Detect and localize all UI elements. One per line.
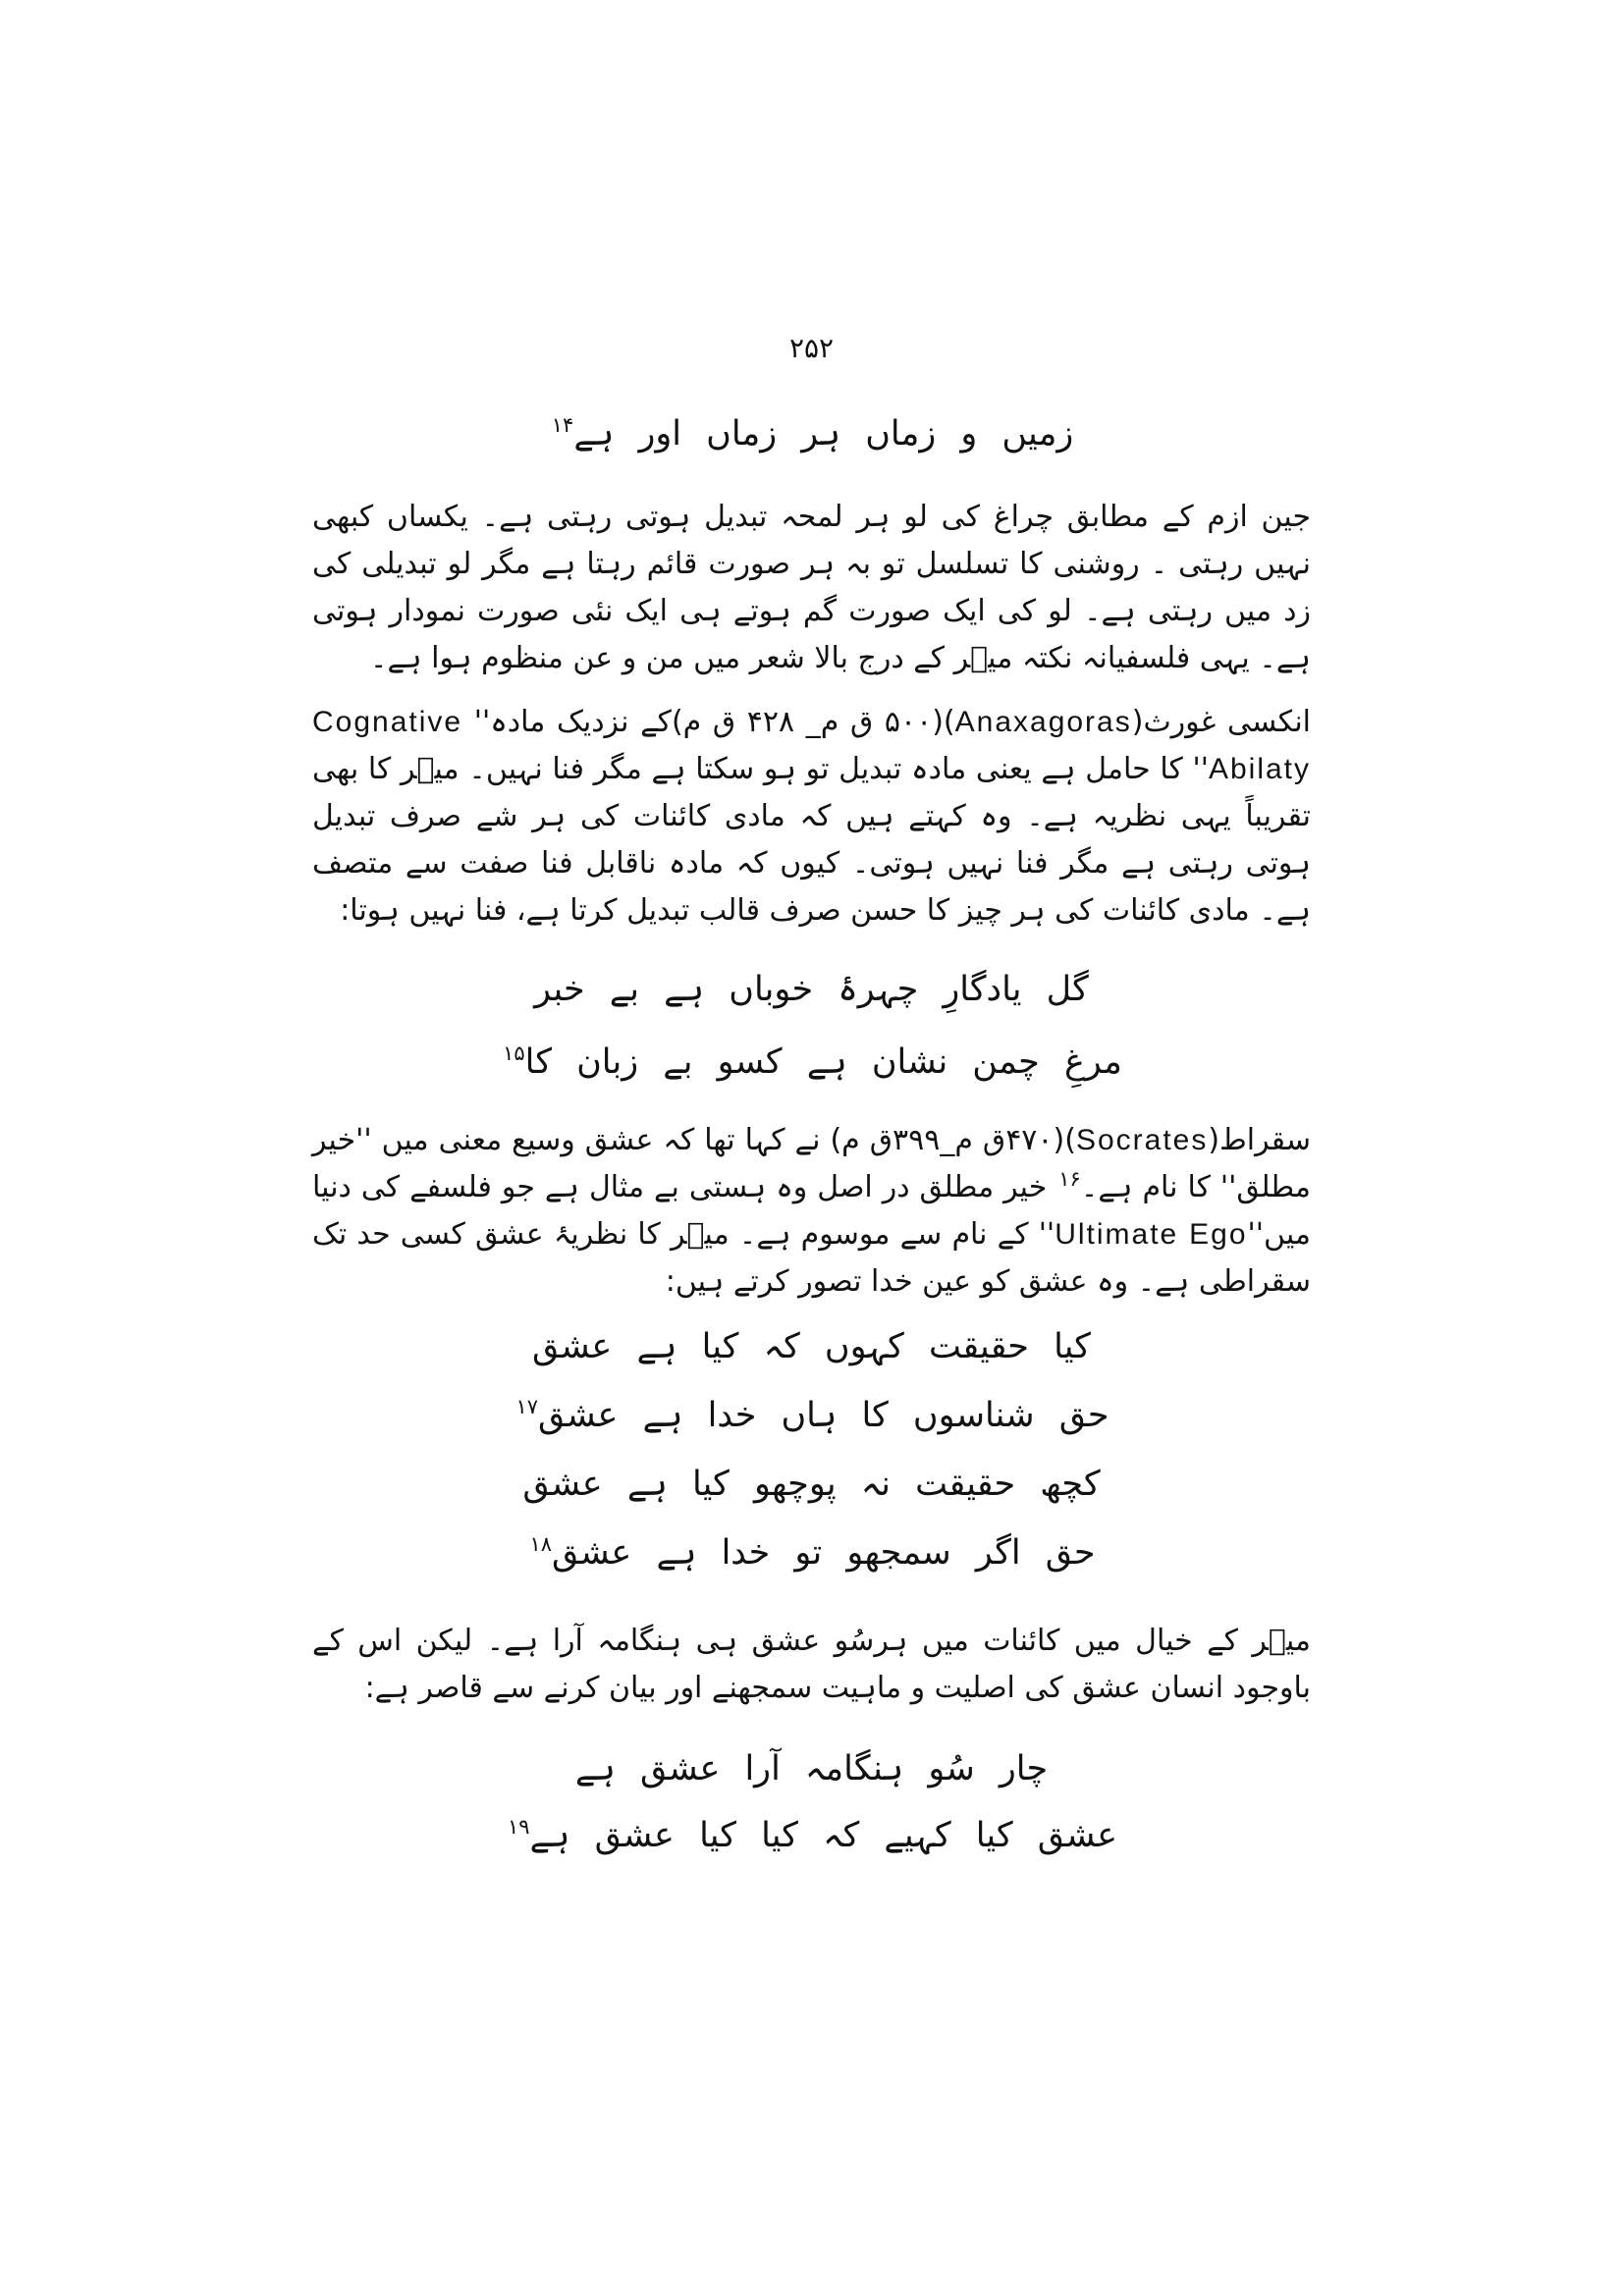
latin-term: Cognative Abilaty <box>312 706 1311 785</box>
verse-text: حق شناسوں کا ہاں خدا ہے عشق <box>538 1396 1109 1435</box>
verse-text: چار سُو ہنگامہ آرا عشق ہے <box>574 1749 1049 1789</box>
paragraph-text: خیر مطلق در اصل وہ ہستی بے مثال ہے جو فلسفے کی دنیا میں'' <box>312 1170 1311 1252</box>
paragraph-text: سقراط( <box>1208 1123 1311 1157</box>
verse-line <box>0 1465 1623 1504</box>
footnote-ref: ۱۷ <box>515 1395 539 1419</box>
footnote-ref: ۱۹ <box>507 1815 530 1840</box>
footnote-ref: ۱۸ <box>529 1532 553 1557</box>
verse-text: کچھ حقیقت نہ پوچھو کیا ہے عشق <box>522 1465 1101 1504</box>
verse-line <box>0 970 1623 1009</box>
verse-line <box>0 1749 1623 1789</box>
latin-term: Ultimate Ego <box>1055 1218 1248 1251</box>
paragraph-text: '' کا حامل ہے یعنی مادہ تبدیل تو ہو سکتا ہے مگر فنا نہیں۔ میؔر کا بھی تقریباً یہی نظریہ ہے۔ وہ کہتے ہیں کہ مادی کائنات کی ہر شے صرف تبدیل ہوتی رہتی ہے مگر فنا نہیں ہوتی۔ کیوں کہ مادہ ناقابل فنا صفت سے متصف ہے۔ مادی کائنات کی ہر چیز کا حسن صرف قالب تبدیل کرتا ہے، فنا نہیں ہوتا: <box>312 752 1311 928</box>
verse-text: گل یادگارِ چہرۂ خوباں ہے بے خبر <box>534 970 1089 1009</box>
footnote-ref: ۱۵ <box>503 1041 525 1066</box>
paragraph-text: '' کے نام سے موسوم ہے۔ میؔر کا نظریۂ عشق کسی حد تک سقراطی ہے۔ وہ عشق کو عین خدا تصور کرتے ہیں: <box>312 1217 1311 1299</box>
verse-text: عشق کیا کہیے کہ کیا کیا عشق ہے <box>529 1816 1118 1855</box>
footnote-ref: ۱۴ <box>551 413 574 438</box>
verse-line <box>0 1396 1623 1435</box>
footnote-ref: ۱۶ <box>1058 1167 1081 1191</box>
verse-text: حق اگر سمجھو تو خدا ہے عشق <box>552 1533 1096 1573</box>
paragraph-text: )(۴۷۰ق م_۳۹۹ق م) نے کہا تھا کہ عشق وسیع معنی میں ''خیر مطلق'' کا نام ہے۔ <box>312 1123 1311 1204</box>
verse-line <box>0 1042 1623 1082</box>
latin-term: Anaxagoras <box>954 706 1132 738</box>
paragraph: جین ازم کے مطابق چراغ کی لو ہر لمحہ تبدیل ہوتی رہتی ہے۔ یکساں کبھی نہیں رہتی ۔ روشنی کا تسلسل تو بہ ہر صورت قائم رہتا ہے مگر لو تبدیلی کی زد میں رہتی ہے۔ لو کی ایک صورت گم ہوتے ہی ایک نئی صورت نمودار ہوتی ہے۔ یہی فلسفیانہ نکتہ میؔر کے درج بالا شعر میں من و عن منظوم ہوا ہے۔ <box>312 500 1311 675</box>
verse-line <box>0 1533 1623 1573</box>
latin-term: Socrates <box>1075 1124 1209 1156</box>
paragraph <box>312 699 1311 934</box>
verse-line <box>0 414 1623 454</box>
verse-text: کیا حقیقت کہوں کہ کیا ہے عشق <box>532 1327 1091 1366</box>
verse-text: زمیں و زماں ہر زماں اور ہے <box>573 414 1074 454</box>
paragraph-text: )(۵۰۰ ق م_ ۴۲۸ ق م)کے نزدیک مادہ'' <box>462 705 955 739</box>
paragraph: میؔر کے خیال میں کائنات میں ہرسُو عشق ہی ہنگامہ آرا ہے۔ لیکن اس کے باوجود انسان عشق کی اصلیت و ماہیت سمجھنے اور بیان کرنے سے قاصر ہے: <box>312 1624 1311 1705</box>
paragraph-text: انکسی غورث( <box>1131 705 1312 739</box>
verse-line <box>0 1327 1623 1366</box>
page-number: ۲۵۲ <box>788 332 835 364</box>
verse-text: مرغِ چمن نشان ہے کسو بے زبان کا <box>524 1042 1122 1082</box>
paragraph <box>312 1117 1311 1306</box>
verse-line <box>0 1816 1623 1855</box>
